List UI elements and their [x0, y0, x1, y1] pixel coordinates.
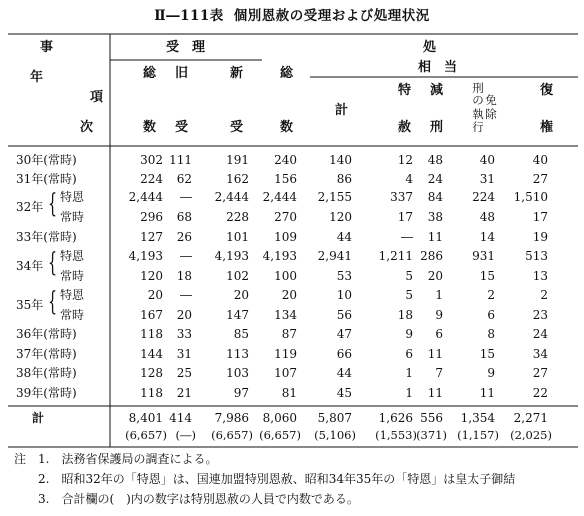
cell-approp-exempt: 931 [472, 249, 495, 263]
approp-special-2: 赦 [398, 120, 412, 135]
cell-approp-restore: 27 [532, 366, 548, 380]
cell-receipt-old: 25 [176, 366, 192, 380]
table-title-text: 個別恩赦の受理および処理状況 [233, 8, 430, 24]
cell-process-total: 107 [274, 366, 297, 380]
cell-approp-exempt: 40 [479, 153, 495, 167]
cell-approp-special: 337 [390, 190, 413, 204]
cell-receipt-new: 85 [233, 327, 249, 341]
cell-receipt-old: 111 [169, 153, 192, 167]
cell-approp-exempt: 14 [479, 230, 495, 244]
cell-receipt-total: 120 [140, 269, 163, 283]
approp-special-1: 特 [398, 83, 412, 98]
cell-process-total: 134 [274, 308, 297, 322]
total-sub-approp-special: (1,553) [375, 428, 417, 442]
total-sub-receipt-old: (―) [175, 428, 196, 442]
cell-approp-reduce: 38 [427, 210, 443, 224]
cell-approp-reduce: 6 [435, 327, 443, 341]
cell-receipt-old: 20 [176, 308, 192, 322]
row-label: 特恩 [60, 288, 85, 302]
cell-approp-exempt: 15 [479, 347, 495, 361]
appropriate-header: 相 当 [418, 60, 458, 75]
approp-reduce-2: 刑 [430, 120, 444, 135]
cell-approp-sum: 2,155 [317, 190, 352, 204]
row-label: 39年(常時) [16, 386, 77, 400]
cell-receipt-old: 33 [176, 327, 192, 341]
cell-receipt-new: 147 [226, 308, 249, 322]
row-label: 特恩 [60, 249, 85, 263]
cell-approp-sum: 45 [336, 386, 352, 400]
process-header: 処 [423, 40, 437, 55]
cell-approp-reduce: 24 [427, 172, 443, 186]
approp-exempt-4: 行 [472, 120, 484, 134]
stub-char-3: 項 [90, 90, 104, 105]
total-sub-approp-sum: (5,106) [314, 428, 356, 442]
total-process-total: 8,060 [262, 411, 297, 425]
cell-approp-exempt: 2 [487, 288, 495, 302]
cell-approp-special: 18 [397, 308, 413, 322]
cell-approp-reduce: 11 [427, 230, 443, 244]
cell-receipt-total: 302 [140, 153, 163, 167]
cell-approp-reduce: 9 [435, 308, 443, 322]
cell-approp-special: 4 [405, 172, 413, 186]
cell-approp-exempt: 224 [472, 190, 495, 204]
cell-receipt-new: 102 [226, 269, 249, 283]
row-group-brace: { [48, 287, 58, 317]
note-2: 2. 昭和32年の「特恩」は、国連加盟特別恩赦、昭和34年35年の「特恩」は皇太子御結 [14, 472, 516, 486]
cell-approp-special: 9 [405, 327, 413, 341]
cell-receipt-new: 97 [233, 386, 249, 400]
cell-approp-special: 5 [405, 269, 413, 283]
cell-receipt-new: 103 [226, 366, 249, 380]
process-total-1: 総 [280, 66, 294, 81]
receipt-old-1: 旧 [175, 66, 189, 81]
total-approp-reduce: 556 [420, 411, 443, 425]
cell-process-total: 270 [274, 210, 297, 224]
cell-receipt-old: 31 [176, 347, 192, 361]
cell-approp-sum: 86 [336, 172, 352, 186]
cell-approp-restore: 34 [532, 347, 548, 361]
row-label: 30年(常時) [16, 153, 77, 167]
approp-exempt-6: 除 [485, 107, 497, 121]
cell-approp-reduce: 84 [427, 190, 443, 204]
receipt-old-2: 受 [175, 120, 189, 135]
cell-approp-sum: 56 [336, 308, 352, 322]
approp-exempt-1: 刑 [472, 81, 484, 95]
approp-sum: 計 [335, 103, 349, 118]
cell-receipt-total: 224 [140, 172, 163, 186]
row-label: 33年(常時) [16, 230, 77, 244]
row-label: 37年(常時) [16, 347, 77, 361]
approp-exempt-5: 免 [485, 93, 497, 107]
cell-approp-exempt: 15 [479, 269, 495, 283]
row-label: 31年(常時) [16, 172, 77, 186]
cell-receipt-new: 101 [226, 230, 249, 244]
cell-process-total: 20 [281, 288, 297, 302]
cell-approp-exempt: 9 [487, 366, 495, 380]
cell-approp-sum: 10 [336, 288, 352, 302]
cell-approp-sum: 66 [336, 347, 352, 361]
cell-receipt-new: 2,444 [214, 190, 249, 204]
cell-process-total: 240 [274, 153, 297, 167]
approp-restore-1: 復 [540, 83, 554, 98]
row-group-brace: { [48, 189, 58, 219]
cell-approp-reduce: 1 [435, 288, 443, 302]
cell-receipt-total: 118 [140, 386, 163, 400]
total-sub-receipt-total: (6,657) [125, 428, 167, 442]
row-label: 常時 [60, 210, 85, 224]
cell-approp-exempt: 31 [479, 172, 495, 186]
cell-approp-reduce: 48 [427, 153, 443, 167]
stub-char-1: 事 [40, 40, 54, 55]
cell-approp-sum: 120 [329, 210, 352, 224]
cell-approp-restore: 23 [532, 308, 548, 322]
receipt-total-1: 総 [143, 66, 157, 81]
cell-approp-reduce: 286 [420, 249, 443, 263]
cell-approp-reduce: 11 [427, 386, 443, 400]
cell-receipt-old: 18 [176, 269, 192, 283]
cell-approp-sum: 44 [336, 366, 352, 380]
row-group-brace: { [48, 248, 58, 278]
cell-receipt-new: 113 [226, 347, 249, 361]
cell-approp-sum: 47 [336, 327, 352, 341]
total-receipt-old: 414 [169, 411, 192, 425]
row-label: 36年(常時) [16, 327, 77, 341]
cell-receipt-new: 4,193 [214, 249, 249, 263]
total-row-label: 計 [32, 411, 45, 425]
cell-approp-reduce: 7 [435, 366, 443, 380]
approp-reduce-1: 減 [430, 83, 444, 98]
cell-approp-restore: 13 [532, 269, 548, 283]
cell-approp-exempt: 6 [487, 308, 495, 322]
receipt-header: 受 理 [166, 40, 206, 55]
stub-char-2: 年 [30, 70, 44, 85]
cell-process-total: 4,193 [262, 249, 297, 263]
receipt-new-2: 受 [230, 120, 244, 135]
cell-process-total: 81 [281, 386, 297, 400]
cell-approp-restore: 17 [532, 210, 548, 224]
total-approp-exempt: 1,354 [460, 411, 495, 425]
cell-receipt-new: 191 [226, 153, 249, 167]
cell-approp-reduce: 20 [427, 269, 443, 283]
row-label: 特恩 [60, 190, 85, 204]
cell-approp-special: 17 [397, 210, 413, 224]
total-receipt-new: 7,986 [214, 411, 249, 425]
approp-exempt-3: 執 [472, 107, 484, 121]
cell-approp-restore: 27 [532, 172, 548, 186]
cell-approp-restore: 22 [532, 386, 548, 400]
cell-process-total: 100 [274, 269, 297, 283]
cell-process-total: 119 [274, 347, 297, 361]
table-code: Ⅱ―111表 [154, 8, 224, 24]
total-approp-special: 1,626 [378, 411, 413, 425]
cell-receipt-old: 62 [176, 172, 192, 186]
row-label: 常時 [60, 308, 85, 322]
cell-process-total: 2,444 [262, 190, 297, 204]
cell-receipt-total: 296 [140, 210, 163, 224]
total-sub-approp-exempt: (1,157) [457, 428, 499, 442]
note-1: 注 1. 法務省保護局の調査による。 [14, 452, 218, 466]
cell-approp-exempt: 11 [479, 386, 495, 400]
cell-receipt-total: 20 [147, 288, 163, 302]
cell-approp-exempt: 48 [479, 210, 495, 224]
cell-process-total: 87 [281, 327, 297, 341]
cell-receipt-new: 228 [226, 210, 249, 224]
total-sub-approp-restore: (2,025) [510, 428, 552, 442]
cell-receipt-old: ― [180, 249, 192, 263]
total-approp-restore: 2,271 [513, 411, 548, 425]
cell-approp-sum: 140 [329, 153, 352, 167]
cell-receipt-total: 118 [140, 327, 163, 341]
cell-receipt-old: 68 [176, 210, 192, 224]
cell-receipt-old: ― [180, 288, 192, 302]
cell-approp-special: 1 [405, 386, 413, 400]
process-total-2: 数 [280, 120, 294, 135]
receipt-total-2: 数 [143, 120, 157, 135]
total-receipt-total: 8,401 [128, 411, 163, 425]
cell-approp-sum: 2,941 [317, 249, 352, 263]
cell-approp-special: ― [401, 230, 413, 244]
total-sub-receipt-new: (6,657) [211, 428, 253, 442]
total-sub-approp-reduce: (371) [416, 428, 447, 442]
cell-approp-special: 5 [405, 288, 413, 302]
total-sub-process-total: (6,657) [259, 428, 301, 442]
cell-approp-restore: 40 [532, 153, 548, 167]
cell-process-total: 156 [274, 172, 297, 186]
cell-receipt-total: 128 [140, 366, 163, 380]
cell-approp-restore: 19 [532, 230, 548, 244]
cell-receipt-new: 162 [226, 172, 249, 186]
cell-approp-restore: 513 [525, 249, 548, 263]
cell-approp-special: 1 [405, 366, 413, 380]
approp-restore-2: 権 [540, 120, 554, 135]
row-label: 38年(常時) [16, 366, 77, 380]
cell-receipt-total: 167 [140, 308, 163, 322]
total-approp-sum: 5,807 [317, 411, 352, 425]
cell-receipt-total: 2,444 [128, 190, 163, 204]
receipt-new-1: 新 [230, 66, 244, 81]
cell-approp-sum: 53 [336, 269, 352, 283]
cell-approp-restore: 2 [540, 288, 548, 302]
stub-char-4: 次 [80, 120, 94, 135]
cell-approp-restore: 1,510 [513, 190, 548, 204]
note-3: 3. 合計欄の( )内の数字は特別恩赦の人員で内数である。 [14, 492, 359, 506]
cell-approp-exempt: 8 [487, 327, 495, 341]
cell-approp-special: 6 [405, 347, 413, 361]
cell-receipt-old: ― [180, 190, 192, 204]
cell-process-total: 109 [274, 230, 297, 244]
approp-exempt-2: の [472, 93, 484, 107]
row-label: 常時 [60, 269, 85, 283]
cell-approp-special: 12 [397, 153, 413, 167]
cell-receipt-new: 20 [233, 288, 249, 302]
row-year-label: 35年 [16, 298, 44, 312]
cell-approp-reduce: 11 [427, 347, 443, 361]
cell-receipt-old: 21 [176, 386, 192, 400]
cell-receipt-total: 4,193 [128, 249, 163, 263]
cell-receipt-total: 127 [140, 230, 163, 244]
row-year-label: 34年 [16, 259, 44, 273]
cell-approp-sum: 44 [336, 230, 352, 244]
cell-approp-special: 1,211 [378, 249, 413, 263]
cell-receipt-old: 26 [176, 230, 192, 244]
row-year-label: 32年 [16, 200, 44, 214]
cell-approp-restore: 24 [532, 327, 548, 341]
cell-receipt-total: 144 [140, 347, 163, 361]
